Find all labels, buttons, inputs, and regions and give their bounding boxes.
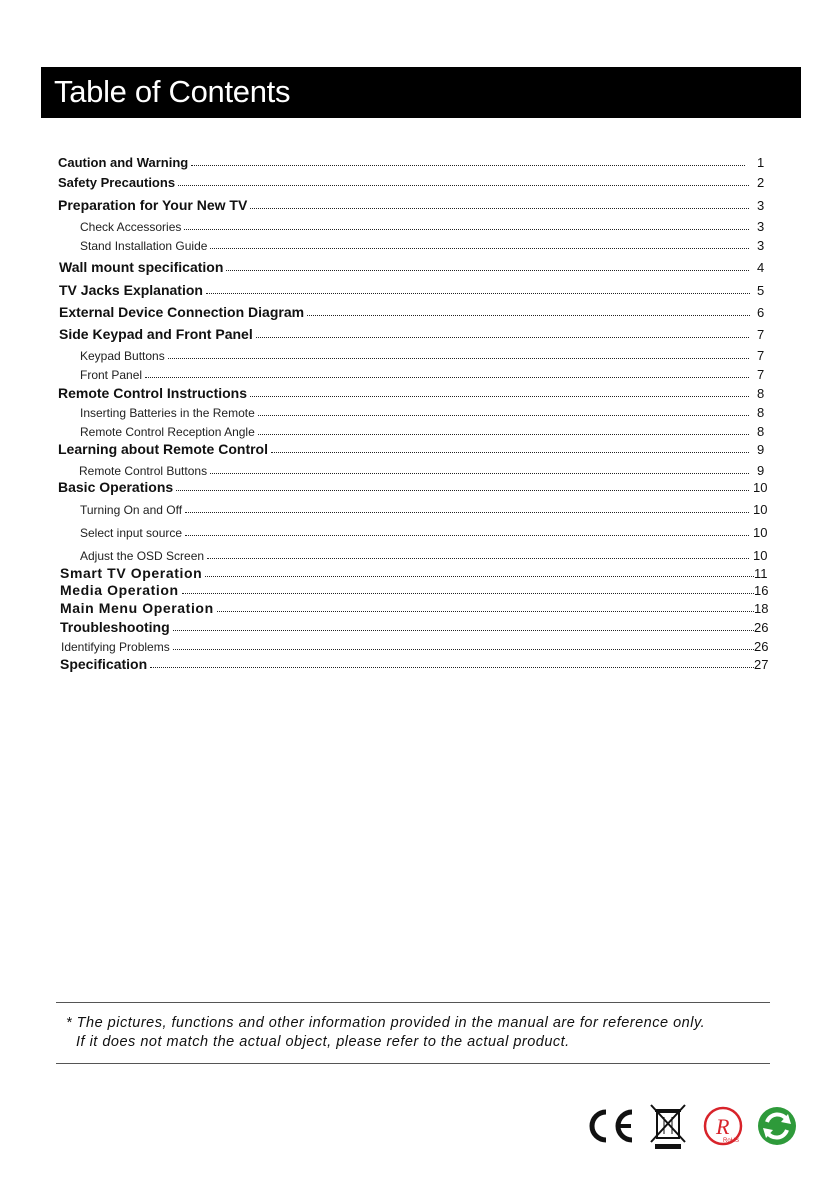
toc-leader-dots bbox=[210, 457, 749, 474]
toc-entry-label: Select input source bbox=[80, 526, 183, 540]
toc-entry-page: 10 bbox=[753, 480, 768, 495]
toc-leader-dots bbox=[206, 277, 750, 294]
toc-entry-page: 2 bbox=[757, 175, 765, 190]
toc-leader-dots bbox=[258, 418, 749, 435]
toc-entry bbox=[80, 235, 749, 253]
toc-entry-page: 5 bbox=[757, 283, 765, 298]
page-title: Table of Contents bbox=[54, 74, 291, 109]
toc-leader-dots bbox=[271, 436, 749, 453]
toc-leader-dots bbox=[205, 560, 754, 577]
toc-entry-page: 10 bbox=[753, 548, 768, 563]
toc-leader-dots bbox=[150, 651, 754, 668]
toc-entry-page: 26 bbox=[754, 639, 769, 654]
toc-entry-label: Stand Installation Guide bbox=[80, 239, 208, 253]
toc-leader-dots bbox=[210, 232, 749, 249]
toc-entry-label: Side Keypad and Front Panel bbox=[59, 326, 253, 342]
toc-entry-page: 11 bbox=[754, 566, 768, 581]
toc-entry bbox=[59, 280, 750, 298]
toc-entry-label: Remote Control Reception Angle bbox=[80, 425, 255, 439]
toc-entry bbox=[59, 302, 750, 320]
toc-entry-label: Check Accessories bbox=[80, 220, 182, 234]
toc-entry-label: Main Menu Operation bbox=[60, 600, 214, 616]
toc-entry-page: 1 bbox=[757, 155, 765, 170]
toc-entry-page: 3 bbox=[757, 219, 765, 234]
disclaimer-note bbox=[66, 1014, 806, 1052]
toc-entry-page: 9 bbox=[757, 463, 765, 478]
toc-entry bbox=[58, 477, 749, 495]
toc-entry-label: Smart TV Operation bbox=[60, 565, 203, 581]
toc-leader-dots bbox=[185, 519, 749, 536]
toc-leader-dots bbox=[168, 342, 749, 359]
toc-entry-page: 4 bbox=[757, 260, 765, 275]
toc-entry-page: 7 bbox=[757, 367, 765, 382]
toc-entry bbox=[59, 257, 749, 275]
toc-entry bbox=[80, 499, 749, 517]
toc-entry-label: Keypad Buttons bbox=[80, 349, 165, 363]
toc-entry-label: Inserting Batteries in the Remote bbox=[80, 406, 255, 420]
divider-bottom bbox=[56, 1063, 770, 1064]
rohs-text: RoHS bbox=[723, 1138, 740, 1144]
toc-entry-label: Front Panel bbox=[80, 368, 143, 382]
toc-entry-page: 8 bbox=[757, 405, 765, 420]
toc-entry-label: Wall mount specification bbox=[59, 259, 224, 275]
toc-leader-dots bbox=[207, 542, 749, 559]
toc-leader-dots bbox=[185, 496, 749, 513]
toc-entry-page: 3 bbox=[757, 238, 765, 253]
toc-entry bbox=[59, 324, 749, 342]
toc-leader-dots bbox=[250, 380, 749, 397]
toc-entry-page: 27 bbox=[754, 657, 769, 672]
toc-leader-dots bbox=[173, 633, 754, 650]
ce-mark-icon bbox=[592, 1112, 632, 1140]
toc-entry-label: External Device Connection Diagram bbox=[59, 304, 305, 320]
toc-entry-page: 10 bbox=[753, 502, 768, 517]
toc-entry-label: Turning On and Off bbox=[80, 503, 183, 517]
toc-entry-label: TV Jacks Explanation bbox=[59, 282, 203, 298]
toc-entry-label: Remote Control Instructions bbox=[58, 385, 248, 401]
toc-leader-dots bbox=[173, 614, 754, 631]
toc-entry-label: Learning about Remote Control bbox=[58, 441, 268, 457]
toc-entry-page: 7 bbox=[757, 327, 765, 342]
toc-entry bbox=[58, 439, 749, 457]
toc-entry-page: 9 bbox=[757, 442, 765, 457]
toc-entry bbox=[80, 522, 749, 540]
toc-entry bbox=[58, 172, 749, 190]
toc-leader-dots bbox=[191, 149, 745, 166]
toc-entry-page: 26 bbox=[754, 620, 769, 635]
toc-leader-dots bbox=[258, 399, 749, 416]
toc-entry-label: Troubleshooting bbox=[60, 619, 170, 635]
toc-entry-label: Remote Control Buttons bbox=[79, 464, 208, 478]
toc-entry-page: 10 bbox=[753, 525, 768, 540]
toc-leader-dots bbox=[178, 169, 749, 186]
toc-entry bbox=[58, 152, 745, 170]
toc-entry-label: Basic Operations bbox=[58, 479, 174, 495]
toc-leader-dots bbox=[145, 361, 749, 378]
toc-entry-label: Specification bbox=[60, 656, 148, 672]
header-bar bbox=[41, 67, 801, 118]
toc-entry-page: 18 bbox=[754, 601, 769, 616]
toc-entry-label: Adjust the OSD Screen bbox=[80, 549, 205, 563]
weee-bin-icon bbox=[651, 1105, 685, 1149]
toc-entry-page: 3 bbox=[757, 198, 765, 213]
toc-leader-dots bbox=[176, 474, 749, 491]
toc-entry-page: 6 bbox=[757, 305, 765, 320]
toc-entry-label: Safety Precautions bbox=[58, 175, 176, 190]
toc-leader-dots bbox=[307, 299, 750, 316]
green-dot-icon bbox=[758, 1107, 796, 1145]
toc-entry-page: 16 bbox=[754, 583, 769, 598]
toc-entry bbox=[60, 654, 754, 672]
disclaimer-line-2: If it does not match the actual object, please refer to the actual product. bbox=[76, 1034, 570, 1050]
toc-entry bbox=[58, 195, 749, 213]
toc-leader-dots bbox=[256, 321, 749, 338]
toc-entry-page: 8 bbox=[757, 424, 765, 439]
certification-marks bbox=[585, 1102, 805, 1150]
toc-leader-dots bbox=[217, 595, 754, 612]
rohs-icon bbox=[705, 1108, 741, 1144]
toc-leader-dots bbox=[184, 213, 749, 230]
toc-entry-page: 7 bbox=[757, 348, 765, 363]
toc-entry-label: Identifying Problems bbox=[61, 640, 170, 654]
svg-text:R: R bbox=[716, 1114, 730, 1139]
disclaimer-line-1: * The pictures, functions and other information provided in the manual are for reference only. bbox=[66, 1015, 706, 1031]
toc-entry-label: Preparation for Your New TV bbox=[58, 197, 248, 213]
toc-entry-label: Caution and Warning bbox=[58, 155, 189, 170]
toc-leader-dots bbox=[250, 192, 749, 209]
toc-leader-dots bbox=[226, 254, 749, 271]
toc-entry-page: 8 bbox=[757, 386, 765, 401]
toc-entry-label: Media Operation bbox=[60, 582, 179, 598]
toc-leader-dots bbox=[182, 577, 754, 594]
divider-top bbox=[56, 1002, 770, 1003]
